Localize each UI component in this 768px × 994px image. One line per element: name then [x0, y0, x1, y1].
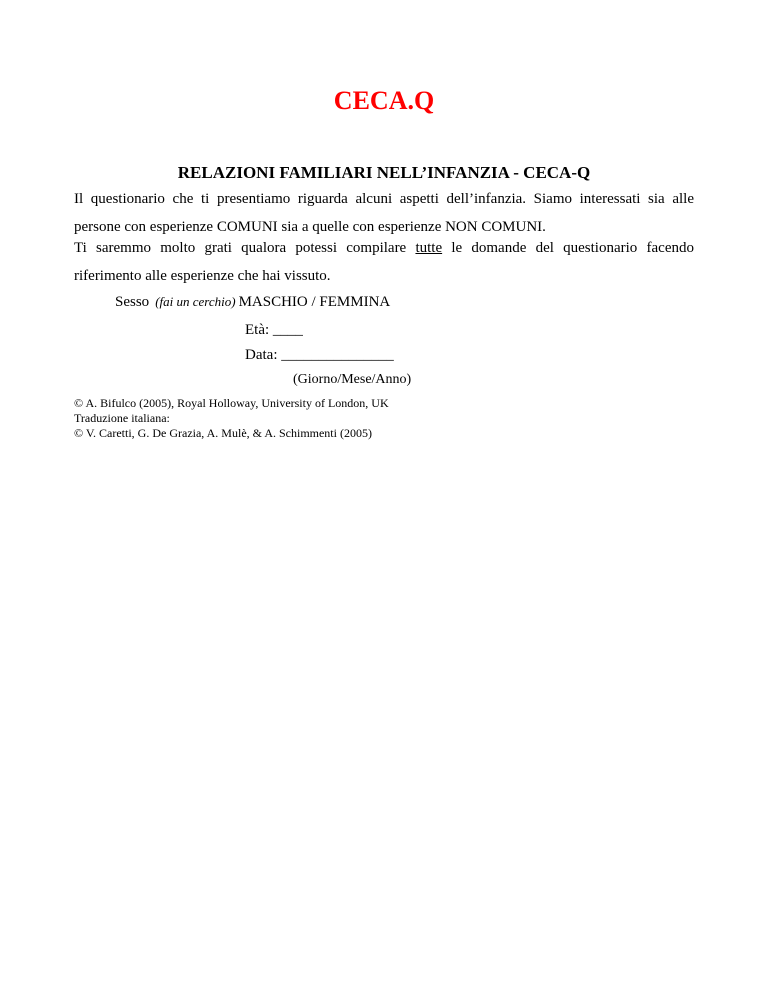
intro-paragraph: Il questionario che ti presentiamo riguarda alcuni aspetti dell’infanzia. Siamo interessati sia alle persone con esperienze COMUNI sia a quelle con esperienze NON COMUNI. — [74, 191, 694, 235]
age-field[interactable]: Età: ____ — [245, 322, 303, 338]
credit-line: © V. Caretti, G. De Grazia, A. Mulè, & A. Schimmenti (2005) — [74, 426, 372, 440]
instructions-text-end: le domande del questionario facendo riferimento alle esperienze che hai vissuto. — [74, 240, 694, 284]
instructions-emphasis: tutte — [415, 240, 443, 256]
copyright-credits — [74, 396, 389, 441]
date-format-hint: (Giorno/Mese/Anno) — [293, 372, 412, 387]
sex-field — [115, 292, 390, 312]
credit-line: © A. Bifulco (2005), Royal Holloway, University of London, UK — [74, 396, 389, 410]
instructions-paragraph — [74, 234, 694, 290]
questionnaire-subtitle: RELAZIONI FAMILIARI NELL’INFANZIA - CECA-Q — [177, 163, 591, 182]
date-field[interactable]: Data: _______________ — [245, 347, 394, 363]
sex-options[interactable]: MASCHIO / FEMMINA — [238, 294, 391, 310]
sex-hint: (fai un cerchio) — [155, 294, 236, 309]
document-title: CECA.Q — [333, 86, 435, 115]
sex-label: Sesso — [115, 294, 150, 310]
instructions-text-start: Ti saremmo molto grati qualora potessi compilare — [74, 240, 416, 256]
credit-line: Traduzione italiana: — [74, 411, 170, 425]
